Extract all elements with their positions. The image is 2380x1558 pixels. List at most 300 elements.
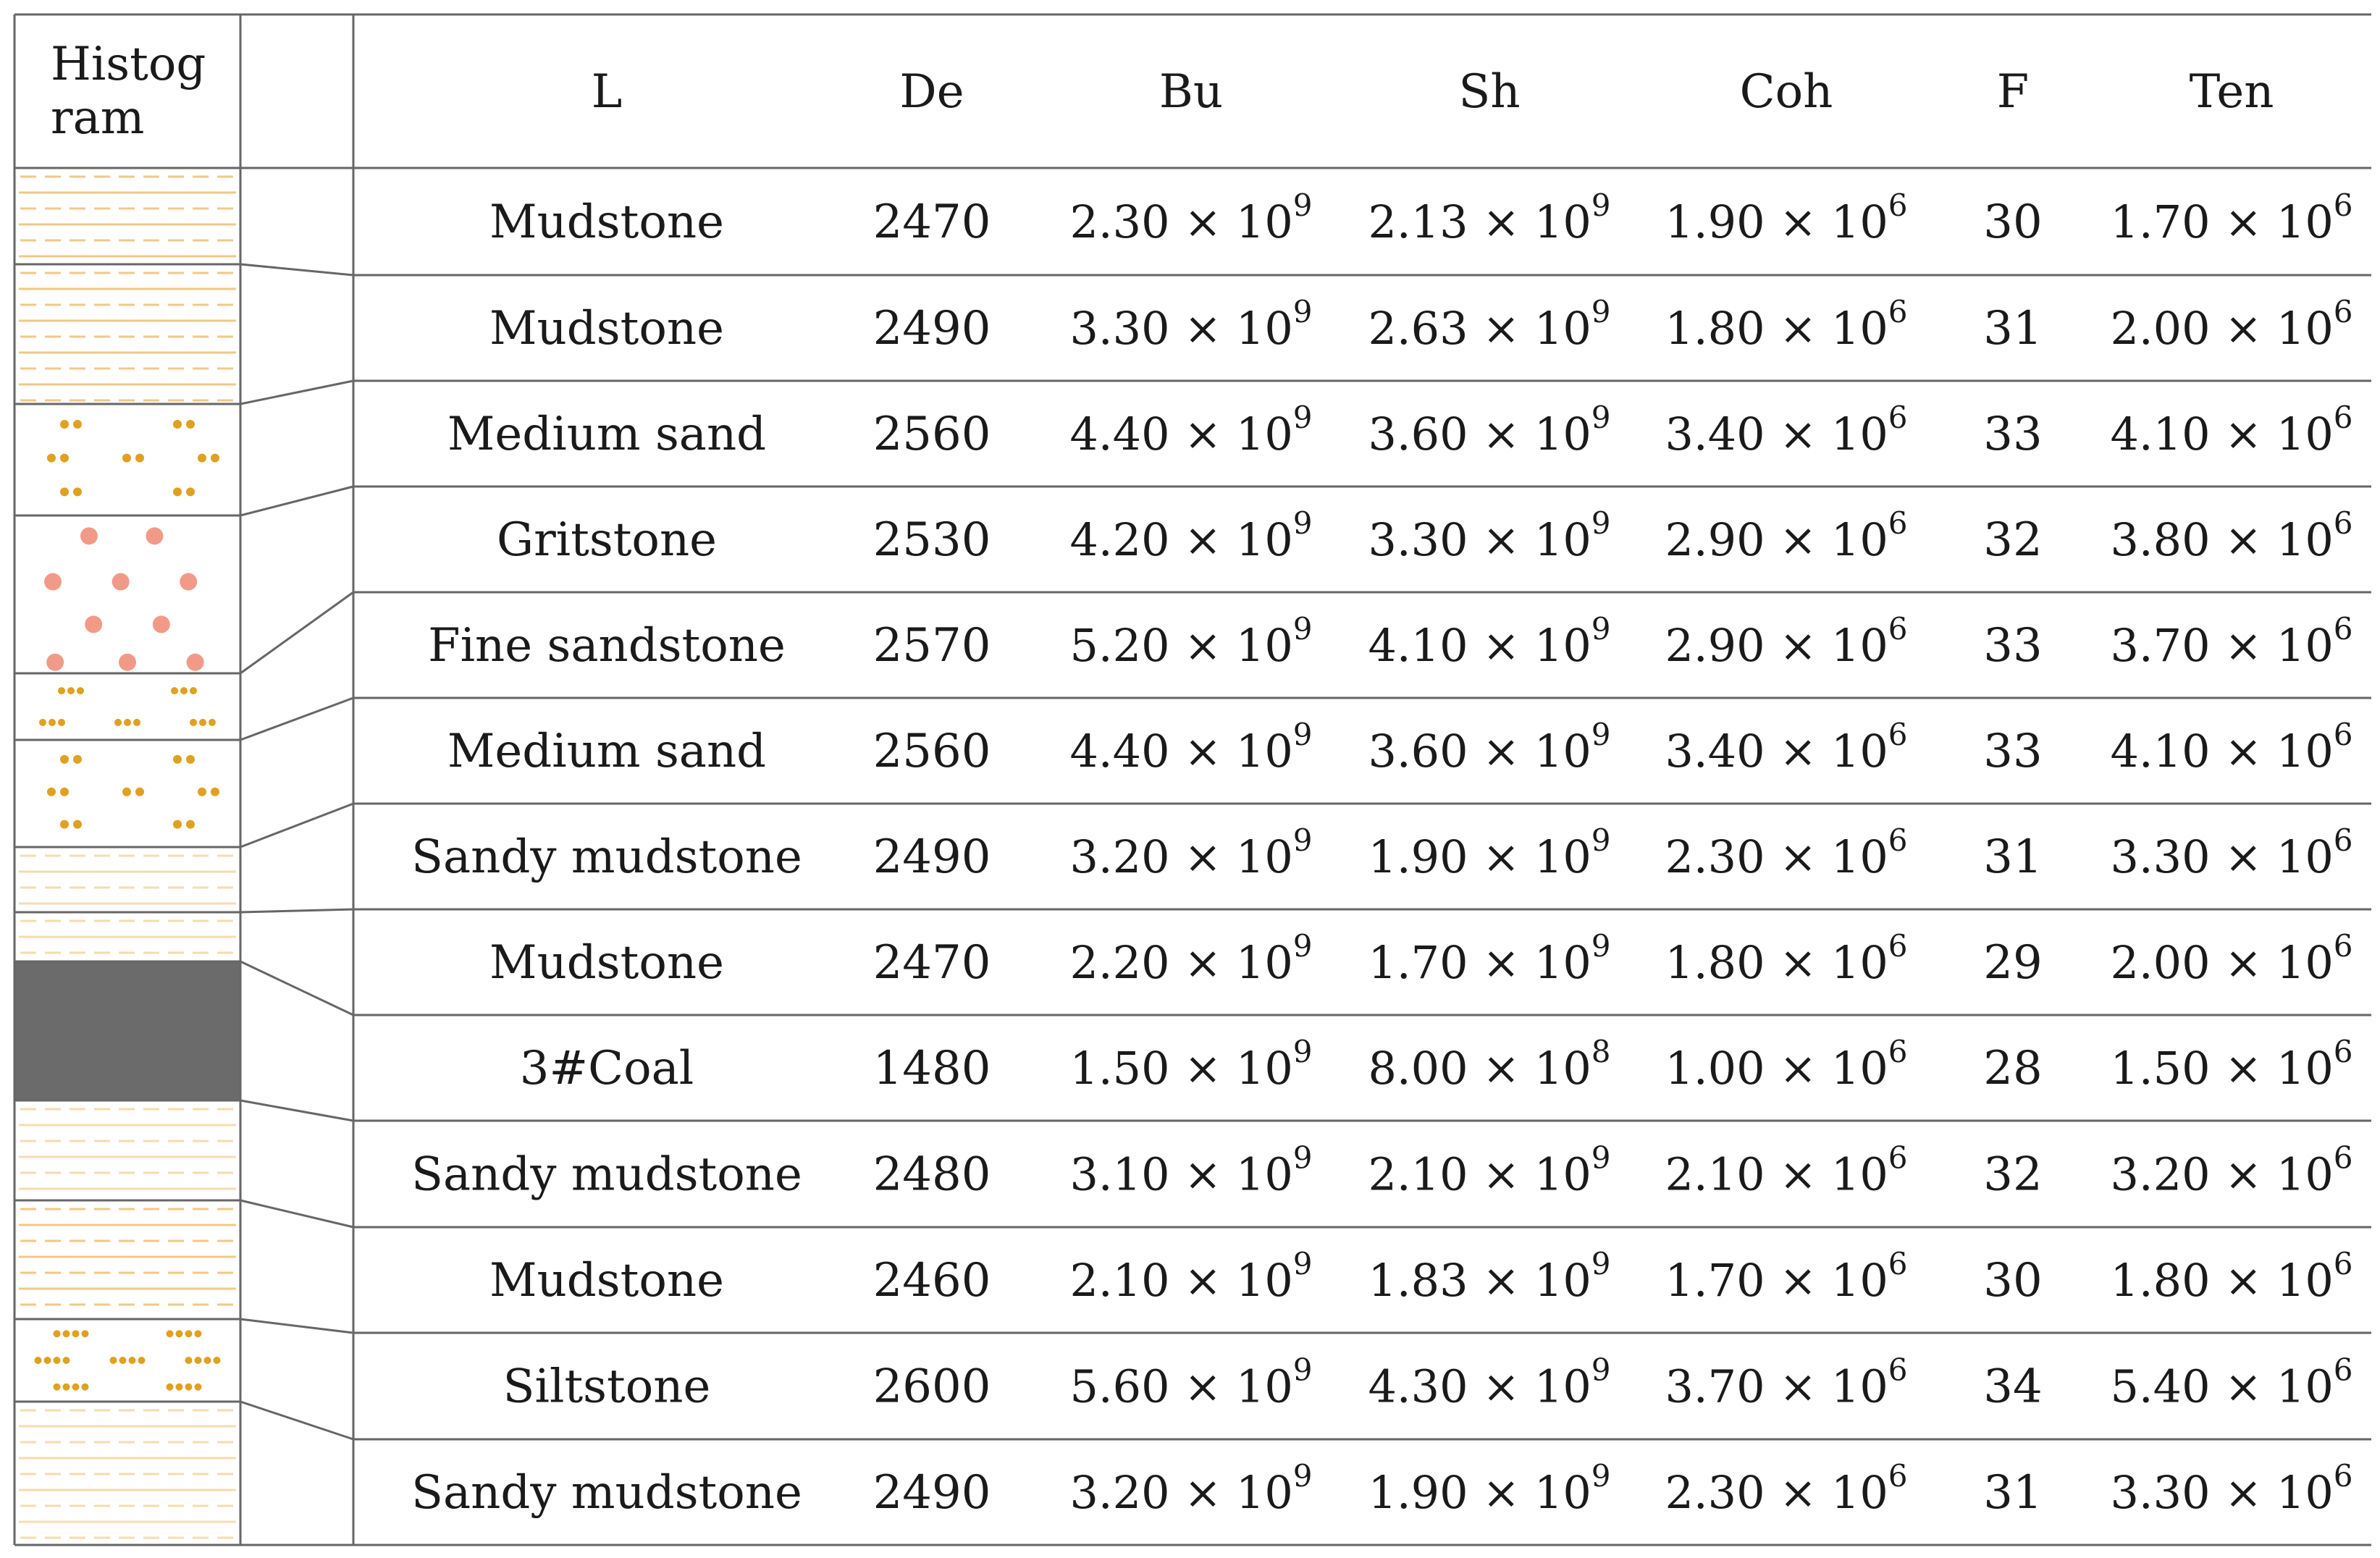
cell-coh — [1665, 822, 1907, 883]
grit-dot — [146, 527, 163, 544]
column-header-de: De — [899, 65, 964, 119]
grit-dot — [180, 573, 197, 591]
cell-value-exponent: 9 — [1292, 1140, 1313, 1176]
cell-ten — [2110, 928, 2352, 989]
cell-value-base: 4.10 × 10 — [2110, 408, 2334, 460]
cell-coh — [1665, 928, 1907, 989]
cell-bu — [1069, 611, 1312, 672]
cell-coh — [1665, 717, 1907, 778]
cell-ten — [2110, 611, 2352, 672]
sand-dot — [60, 755, 69, 764]
lithology-cell: Mudstone — [489, 1254, 724, 1308]
cell-value-base: 3.20 × 10 — [1069, 830, 1293, 883]
silt-dot — [176, 1330, 183, 1337]
cell-value-exponent: 9 — [1292, 294, 1313, 329]
sand-dot — [173, 820, 182, 829]
sand-dot — [73, 755, 82, 764]
silt-dot — [63, 1357, 70, 1364]
cell-value-base: 4.30 × 10 — [1368, 1360, 1591, 1413]
column-header-ten: Ten — [2189, 65, 2274, 119]
histogram-layer-13 — [19, 1410, 236, 1538]
cell-f: 32 — [1983, 513, 2043, 567]
cell-value-base: 3.80 × 10 — [2110, 513, 2334, 566]
grit-dot — [112, 573, 130, 591]
silt-dot — [133, 719, 140, 726]
cell-value-base: 2.13 × 10 — [1368, 195, 1591, 248]
silt-dot — [209, 719, 216, 726]
cell-bu — [1069, 294, 1312, 355]
column-header-f: F — [1996, 65, 2030, 119]
cell-de: 2480 — [872, 1148, 991, 1202]
cell-sh — [1368, 400, 1610, 460]
cell-sh — [1368, 505, 1610, 566]
silt-dot — [82, 1384, 89, 1391]
cell-value-exponent: 9 — [1292, 822, 1313, 858]
cell-value-base: 2.30 × 10 — [1665, 1466, 1888, 1519]
cell-value-base: 3.20 × 10 — [1069, 1466, 1293, 1519]
cell-value-exponent: 6 — [1888, 822, 1908, 858]
cell-bu — [1069, 928, 1312, 989]
cell-bu — [1069, 822, 1312, 883]
cell-bu — [1069, 717, 1312, 778]
cell-f: 31 — [1983, 830, 2043, 884]
cell-value-exponent: 6 — [2333, 1140, 2353, 1176]
grit-dot — [80, 527, 98, 544]
silt-dot — [204, 1357, 211, 1364]
cell-value-exponent: 9 — [1591, 1458, 1611, 1494]
column-header-sh: Sh — [1458, 65, 1521, 119]
cell-value-exponent: 6 — [2333, 1352, 2353, 1388]
cell-value-exponent: 6 — [2333, 1246, 2353, 1281]
lithology-cell: Sandy mudstone — [411, 1148, 802, 1202]
cell-value-exponent: 9 — [1292, 1458, 1313, 1494]
histogram-header-line: Histog — [51, 38, 206, 91]
sand-dot — [73, 487, 82, 496]
cell-value-exponent: 6 — [2333, 400, 2353, 435]
cell-f: 30 — [1983, 195, 2043, 249]
cell-sh — [1368, 928, 1610, 989]
silt-dot — [185, 1384, 193, 1391]
histogram-layer-9 — [14, 961, 240, 1100]
cell-value-exponent: 9 — [1591, 188, 1611, 223]
sand-dot — [60, 420, 69, 429]
cell-value-base: 3.30 × 10 — [2110, 1466, 2334, 1519]
cell-de: 2490 — [872, 302, 991, 355]
sand-dot — [186, 755, 195, 764]
cell-value-exponent: 6 — [2333, 1458, 2353, 1494]
histogram-layer-10 — [19, 1109, 236, 1189]
cell-value-base: 8.00 × 10 — [1368, 1042, 1591, 1095]
cell-value-base: 4.40 × 10 — [1069, 725, 1293, 778]
silt-dot — [67, 687, 75, 694]
cell-f: 33 — [1983, 408, 2043, 461]
silt-dot — [82, 1330, 89, 1337]
cell-coh — [1665, 1034, 1907, 1095]
silt-dot — [180, 687, 188, 694]
cell-coh — [1665, 505, 1907, 566]
cell-value-base: 2.00 × 10 — [2110, 302, 2334, 355]
sand-dot — [186, 820, 195, 829]
cell-value-base: 2.30 × 10 — [1665, 830, 1888, 883]
cell-value-base: 1.90 × 10 — [1368, 1466, 1591, 1519]
cell-value-base: 2.30 × 10 — [1069, 195, 1293, 248]
cell-value-base: 2.63 × 10 — [1368, 302, 1591, 355]
cell-value-exponent: 6 — [2333, 611, 2353, 647]
cell-value-base: 3.40 × 10 — [1665, 725, 1888, 778]
sand-dot — [60, 487, 69, 496]
cell-value-exponent: 6 — [2333, 928, 2353, 964]
cell-value-base: 5.20 × 10 — [1069, 619, 1293, 672]
sand-dot — [173, 755, 182, 764]
layer-connector — [240, 592, 353, 673]
layer-connector — [240, 804, 353, 847]
cell-value-base: 1.70 × 10 — [1368, 936, 1591, 989]
cell-ten — [2110, 717, 2352, 778]
silt-dot — [54, 1384, 61, 1391]
cell-f: 33 — [1983, 725, 2043, 778]
cell-value-base: 3.20 × 10 — [2110, 1148, 2334, 1201]
silt-dot — [124, 719, 131, 726]
sand-dot — [73, 420, 82, 429]
cell-bu — [1069, 188, 1312, 248]
lithology-cell: Medium sand — [447, 725, 767, 778]
cell-value-base: 3.70 × 10 — [2110, 619, 2334, 672]
lithology-cell: Sandy mudstone — [411, 1466, 802, 1520]
cell-coh — [1665, 294, 1907, 355]
cell-ten — [2110, 1034, 2352, 1095]
silt-dot — [77, 687, 84, 694]
sand-dot — [60, 820, 69, 829]
sand-dot — [122, 788, 131, 796]
sand-dot — [73, 820, 82, 829]
cell-bu — [1069, 505, 1312, 566]
cell-value-exponent: 6 — [2333, 188, 2353, 223]
cell-value-exponent: 9 — [1292, 928, 1313, 964]
silt-dot — [167, 1384, 174, 1391]
grit-dot — [85, 615, 102, 633]
cell-value-base: 2.10 × 10 — [1368, 1148, 1591, 1201]
sand-dot — [198, 454, 206, 463]
cell-value-exponent: 9 — [1591, 1352, 1611, 1388]
cell-de: 2490 — [872, 1466, 991, 1520]
cell-value-base: 3.40 × 10 — [1665, 408, 1888, 460]
cell-value-exponent: 9 — [1292, 505, 1313, 541]
sand-dot — [47, 454, 56, 463]
cell-value-base: 1.80 × 10 — [1665, 936, 1888, 989]
cell-value-base: 2.20 × 10 — [1069, 936, 1293, 989]
cell-value-exponent: 9 — [1292, 1034, 1313, 1069]
cell-bu — [1069, 1034, 1312, 1095]
silt-dot — [110, 1357, 117, 1364]
cell-value-exponent: 6 — [1888, 717, 1908, 752]
sand-dot — [47, 788, 56, 796]
sand-dot — [173, 420, 182, 429]
grit-dot — [187, 654, 204, 671]
silt-dot — [185, 1330, 193, 1337]
layer-connector — [240, 961, 353, 1015]
cell-de: 2570 — [872, 619, 991, 673]
histogram-layer-7 — [19, 856, 236, 904]
silt-dot — [35, 1357, 42, 1364]
cell-value-exponent: 6 — [1888, 188, 1908, 223]
cell-value-exponent: 9 — [1591, 1246, 1611, 1281]
cell-value-base: 1.50 × 10 — [2110, 1042, 2334, 1095]
silt-dot — [39, 719, 46, 726]
cell-ten — [2110, 1140, 2352, 1201]
silt-dot — [195, 1357, 202, 1364]
cell-de: 2530 — [872, 513, 991, 567]
cell-bu — [1069, 1246, 1312, 1307]
cell-value-exponent: 9 — [1591, 928, 1611, 964]
cell-de: 2600 — [872, 1360, 991, 1414]
cell-value-base: 4.10 × 10 — [2110, 725, 2334, 778]
cell-sh — [1368, 1458, 1610, 1519]
cell-value-exponent: 9 — [1292, 1246, 1313, 1281]
cell-f: 33 — [1983, 619, 2043, 673]
histogram-column — [14, 177, 240, 1538]
cell-value-exponent: 8 — [1591, 1034, 1611, 1069]
cell-value-exponent: 6 — [1888, 1352, 1908, 1388]
sand-dot — [198, 788, 206, 796]
cell-bu — [1069, 400, 1312, 460]
silt-dot — [195, 1384, 202, 1391]
cell-f: 31 — [1983, 1466, 2043, 1520]
cell-bu — [1069, 1458, 1312, 1519]
cell-f: 32 — [1983, 1148, 2043, 1202]
cell-de: 2470 — [872, 936, 991, 990]
cell-de: 2560 — [872, 408, 991, 461]
histogram-layer-12 — [35, 1330, 221, 1391]
lithology-cell: 3#Coal — [519, 1042, 694, 1095]
coal-layer-fill — [14, 961, 240, 1100]
silt-dot — [63, 1330, 70, 1337]
layer-connector — [240, 1319, 353, 1333]
cell-value-base: 2.10 × 10 — [1665, 1148, 1888, 1201]
cell-de: 2460 — [872, 1254, 991, 1308]
silt-dot — [190, 719, 197, 726]
layer-connector — [240, 1100, 353, 1121]
cell-value-base: 3.60 × 10 — [1368, 725, 1591, 778]
layer-connector — [240, 909, 353, 912]
silt-dot — [63, 1384, 70, 1391]
lithology-cell: Mudstone — [489, 195, 724, 249]
cell-f: 30 — [1983, 1254, 2043, 1308]
silt-dot — [72, 1330, 80, 1337]
silt-dot — [72, 1384, 80, 1391]
lithology-cell: Medium sand — [447, 408, 767, 461]
sand-dot — [186, 487, 195, 496]
cell-sh — [1368, 717, 1610, 778]
cell-sh — [1368, 1034, 1610, 1095]
cell-de: 2470 — [872, 195, 991, 249]
cell-value-base: 1.83 × 10 — [1368, 1254, 1591, 1307]
lithology-cell: Sandy mudstone — [411, 830, 802, 884]
cell-value-base: 5.40 × 10 — [2110, 1360, 2334, 1413]
cell-value-exponent: 6 — [1888, 294, 1908, 329]
cell-value-base: 1.70 × 10 — [2110, 195, 2334, 248]
silt-dot — [44, 1357, 51, 1364]
silt-dot — [214, 1357, 221, 1364]
sand-dot — [186, 420, 195, 429]
silt-dot — [54, 1330, 61, 1337]
cell-bu — [1069, 1140, 1312, 1201]
cell-value-exponent: 9 — [1591, 611, 1611, 647]
cell-coh — [1665, 1352, 1907, 1413]
layer-connector — [240, 381, 353, 404]
cell-value-base: 3.30 × 10 — [2110, 830, 2334, 883]
cell-sh — [1368, 1352, 1610, 1413]
lithology-cell: Fine sandstone — [428, 619, 786, 673]
cell-value-base: 1.70 × 10 — [1665, 1254, 1888, 1307]
cell-value-exponent: 9 — [1591, 400, 1611, 435]
cell-value-exponent: 6 — [2333, 717, 2353, 752]
cell-value-base: 3.10 × 10 — [1069, 1148, 1293, 1201]
cell-value-base: 2.90 × 10 — [1665, 619, 1888, 672]
layer-connector — [240, 698, 353, 740]
cell-de: 1480 — [872, 1042, 991, 1095]
cell-value-base: 1.90 × 10 — [1665, 195, 1888, 248]
cell-value-base: 4.10 × 10 — [1368, 619, 1591, 672]
column-header-bu: Bu — [1159, 65, 1224, 119]
cell-value-exponent: 6 — [1888, 400, 1908, 435]
column-header-l: L — [591, 65, 623, 119]
histogram-layer-3 — [47, 420, 219, 496]
lithology-cell: Siltstone — [503, 1360, 711, 1414]
cell-value-exponent: 6 — [2333, 294, 2353, 329]
cell-value-exponent: 6 — [1888, 928, 1908, 964]
cell-value-base: 1.80 × 10 — [1665, 302, 1888, 355]
silt-dot — [58, 719, 65, 726]
cell-coh — [1665, 400, 1907, 460]
sand-dot — [122, 454, 131, 463]
cell-de: 2560 — [872, 725, 991, 778]
cell-f: 31 — [1983, 302, 2043, 355]
silt-dot — [171, 687, 178, 694]
cell-value-exponent: 6 — [2333, 505, 2353, 541]
silt-dot — [49, 719, 56, 726]
histogram-layer-4 — [44, 527, 204, 670]
silt-dot — [138, 1357, 146, 1364]
cell-value-base: 4.40 × 10 — [1069, 408, 1293, 460]
sand-dot — [135, 788, 144, 796]
sand-dot — [211, 788, 219, 796]
cell-value-exponent: 6 — [1888, 505, 1908, 541]
sand-dot — [135, 454, 144, 463]
cell-ten — [2110, 1352, 2352, 1413]
cell-value-base: 3.30 × 10 — [1069, 302, 1293, 355]
cell-de: 2490 — [872, 830, 991, 884]
cell-value-base: 1.50 × 10 — [1069, 1042, 1293, 1095]
lithology-cell: Gritstone — [496, 513, 718, 567]
cell-value-exponent: 6 — [2333, 1034, 2353, 1069]
cell-ten — [2110, 1458, 2352, 1519]
histogram-layer-11 — [19, 1209, 236, 1305]
cell-value-exponent: 9 — [1591, 505, 1611, 541]
cell-ten — [2110, 822, 2352, 883]
cell-value-exponent: 9 — [1591, 1140, 1611, 1176]
silt-dot — [190, 687, 197, 694]
cell-value-exponent: 9 — [1591, 822, 1611, 858]
silt-dot — [195, 1330, 202, 1337]
cell-value-exponent: 9 — [1591, 717, 1611, 752]
cell-value-exponent: 9 — [1292, 188, 1313, 223]
cell-coh — [1665, 1140, 1907, 1201]
sand-dot — [60, 454, 69, 463]
cell-value-base: 2.90 × 10 — [1665, 513, 1888, 566]
histogram-layer-8 — [19, 921, 236, 953]
cell-value-exponent: 6 — [1888, 611, 1908, 647]
cell-value-exponent: 9 — [1292, 611, 1313, 647]
grit-dot — [119, 654, 136, 671]
cell-value-exponent: 9 — [1292, 717, 1313, 752]
grit-dot — [46, 654, 64, 671]
cell-coh — [1665, 1458, 1907, 1519]
cell-ten — [2110, 400, 2352, 460]
cell-sh — [1368, 188, 1610, 248]
cell-value-exponent: 9 — [1591, 294, 1611, 329]
silt-dot — [54, 1357, 61, 1364]
table-text — [51, 38, 2353, 1520]
cell-sh — [1368, 1140, 1610, 1201]
histogram-layer-1 — [19, 177, 236, 256]
cell-value-base: 5.60 × 10 — [1069, 1360, 1293, 1413]
cell-coh — [1665, 611, 1907, 672]
cell-sh — [1368, 611, 1610, 672]
cell-value-exponent: 6 — [1888, 1034, 1908, 1069]
column-header-coh: Coh — [1739, 65, 1833, 119]
sand-dot — [173, 487, 182, 496]
cell-sh — [1368, 1246, 1610, 1307]
cell-coh — [1665, 1246, 1907, 1307]
cell-value-exponent: 6 — [1888, 1140, 1908, 1176]
cell-value-base: 1.00 × 10 — [1665, 1042, 1888, 1095]
histogram-layer-5 — [39, 687, 216, 726]
cell-value-exponent: 6 — [2333, 822, 2353, 858]
grit-dot — [44, 573, 62, 591]
cell-value-exponent: 9 — [1292, 1352, 1313, 1388]
cell-value-exponent: 6 — [1888, 1246, 1908, 1281]
silt-dot — [58, 687, 65, 694]
silt-dot — [129, 1357, 136, 1364]
cell-value-base: 1.90 × 10 — [1368, 830, 1591, 883]
silt-dot — [199, 719, 206, 726]
lithology-cell: Mudstone — [489, 936, 724, 990]
layer-connector — [240, 1402, 353, 1439]
cell-sh — [1368, 294, 1610, 355]
cell-coh — [1665, 188, 1907, 248]
histogram-layer-2 — [19, 273, 236, 400]
histogram-header-line: ram — [51, 91, 145, 145]
cell-value-base: 4.20 × 10 — [1069, 513, 1293, 566]
cell-f: 28 — [1983, 1042, 2043, 1095]
silt-dot — [167, 1330, 174, 1337]
layer-connector — [240, 487, 353, 515]
cell-f: 29 — [1983, 936, 2043, 990]
cell-ten — [2110, 1246, 2352, 1307]
cell-ten — [2110, 294, 2352, 355]
silt-dot — [119, 1357, 127, 1364]
cell-sh — [1368, 822, 1610, 883]
silt-dot — [185, 1357, 193, 1364]
cell-value-base: 1.80 × 10 — [2110, 1254, 2334, 1307]
sand-dot — [211, 454, 219, 463]
cell-f: 34 — [1983, 1360, 2043, 1414]
cell-value-base: 3.60 × 10 — [1368, 408, 1591, 460]
cell-bu — [1069, 1352, 1312, 1413]
layer-connector — [240, 1200, 353, 1227]
lithology-cell: Mudstone — [489, 302, 724, 355]
cell-value-base: 2.10 × 10 — [1069, 1254, 1293, 1307]
